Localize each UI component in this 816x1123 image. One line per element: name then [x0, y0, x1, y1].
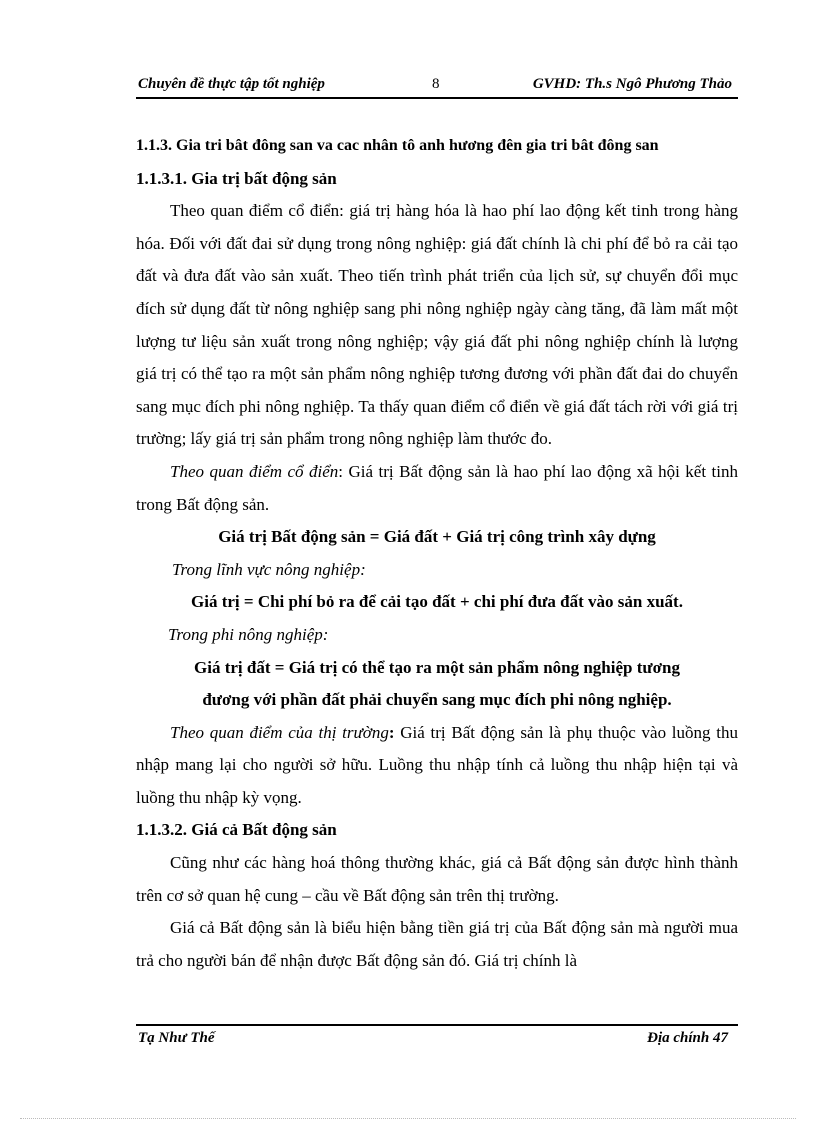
paragraph-classical-view: Theo quan điểm cổ điển: giá trị hàng hóa là hao phí lao động kết tinh trong hàng hóa. Đối với đất đai sử dụng trong nông nghiệp: giá đất chính là chi phí để bỏ ra cải tạo đất và đưa đất vào sản xuất. Theo tiến trình phát triển của lịch sử, sự chuyển đổi mục đích sử dụng đất từ nông nghiệp sang phi nông nghiệp ngày càng tăng, đã làm mất một lượng tư liệu sản xuất trong nông nghiệp; vậy giá đất phi nông nghiệp chính là lượng giá trị có thể tạo ra một sản phẩm nông nghiệp tương đương với phần đất đai do chuyển sang mục đích phi nông nghiệp. Ta thấy quan điểm cổ điển về giá đất tách rời với giá trị trường; lấy giá trị sản phẩm trong nông nghiệp làm thước đo. [136, 201, 738, 449]
document-body [136, 130, 738, 977]
page-number: 8 [432, 76, 440, 92]
italic-lead: Theo quan điểm cổ điển [170, 461, 339, 481]
paragraph-price-supply-demand: Cũng như các hàng hoá thông thường khác, giá cả Bất động sản được hình thành trên cơ sở quan hệ cung – cầu về Bất động sản trên thị trường. [136, 853, 738, 905]
header-rule [136, 97, 738, 99]
footer-author: Tạ Như Thế [138, 1030, 215, 1046]
paragraph-text: Giá trị Bất động sản là phụ thuộc vào luồng thu nhập mang lại cho người sở hữu. Luồng thu nhập tính cả luồng thu nhập hiện tại và luồng thu nhập kỳ vọng. [136, 722, 738, 807]
paragraph-market-view [136, 717, 738, 815]
page-edge-dotted-line [20, 1118, 796, 1119]
subheading-non-agriculture: Trong phi nông nghiệp: [168, 624, 329, 644]
subsection-heading-price: 1.1.3.2. Giá cả Bất động sản [136, 820, 337, 840]
colon: : [388, 722, 395, 742]
formula-property-value: Giá trị Bất động sản = Giá đất + Giá trị công trình xây dựng [218, 527, 656, 547]
page-header [136, 76, 736, 96]
formula-non-agriculture-line2: đương với phần đất phải chuyển sang mục đích phi nông nghiệp. [202, 690, 672, 710]
header-title: Chuyên đề thực tập tốt nghiệp [138, 76, 325, 92]
subsection-heading-value: 1.1.3.1. Gia trị bất động sản [136, 168, 337, 188]
subheading-agriculture: Trong lĩnh vực nông nghiệp: [172, 559, 366, 579]
footer-class: Địa chính 47 [647, 1030, 728, 1046]
paragraph-text: : Giá trị Bất động sản là hao phí lao động xã hội kết tinh trong Bất động sản. [136, 461, 738, 514]
footer-rule [136, 1024, 738, 1026]
paragraph-price-definition: Giá cả Bất động sản là biểu hiện bằng tiền giá trị của Bất động sản mà người mua trả cho người bán để nhận được Bất động sản đó. Giá trị chính là [136, 918, 738, 970]
page-footer [136, 1030, 736, 1050]
italic-lead: Theo quan điểm của thị trường [170, 722, 389, 742]
paragraph-classical-definition [136, 456, 738, 521]
formula-agriculture: Giá trị = Chi phí bỏ ra để cải tạo đất + chi phí đưa đất vào sản xuất. [191, 592, 683, 612]
formula-non-agriculture-line1: Giá trị đất = Giá trị có thể tạo ra một sản phẩm nông nghiệp tương [194, 657, 680, 677]
header-supervisor: GVHD: Th.s Ngô Phương Thảo [532, 76, 732, 92]
section-heading: 1.1.3. Gia tri bât đông san va cac nhân tô anh hương đên gia tri bât đông san [136, 137, 659, 154]
